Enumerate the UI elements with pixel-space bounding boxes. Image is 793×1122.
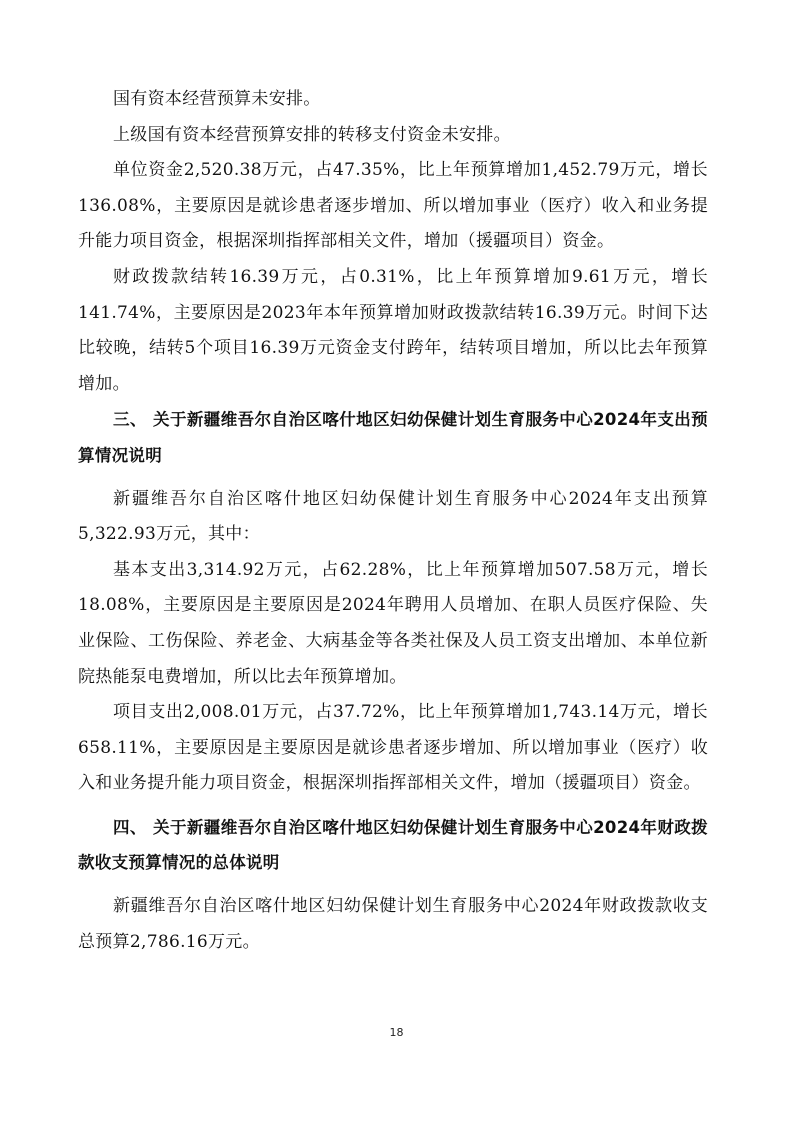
paragraph-transfer-payment: 上级国有资本经营预算安排的转移支付资金未安排。 (113, 124, 511, 145)
document-body (78, 82, 708, 960)
section-3-basic-expenditure: 基本支出3,314.92万元，占62.28%，比上年预算增加507.58万元，增长18.08%，主要原因是主要原因是2024年聘用人员增加、在职人员医疗保险、失业保险、工伤保险、养老金、大病基金等各类社保及人员工资支出增加、本单位新院热能泵电费增加，所以比去年预算增加。 (78, 559, 708, 687)
paragraph-unit-funds: 单位资金2,520.38万元，占47.35%，比上年预算增加1,452.79万元，增长136.08%，主要原因是就诊患者逐步增加、所以增加事业（医疗）收入和业务提升能力项目资金，根据深圳指挥部相关文件，增加（援疆项目）资金。 (78, 160, 708, 252)
section-4-heading: 四、 关于新疆维吾尔自治区喀什地区妇幼保健计划生育服务中心2024年财政拨款收支预算情况的总体说明 (78, 817, 708, 873)
section-4-intro: 新疆维吾尔自治区喀什地区妇幼保健计划生育服务中心2024年财政拨款收支总预算2,786.16万元。 (78, 896, 708, 952)
section-3-project-expenditure: 项目支出2,008.01万元，占37.72%，比上年预算增加1,743.14万元，增长658.11%，主要原因是主要原因是就诊患者逐步增加、所以增加事业（医疗）收入和业务提升能力项目资金，根据深圳指挥部相关文件，增加（援疆项目）资金。 (78, 702, 708, 794)
section-3-intro: 新疆维吾尔自治区喀什地区妇幼保健计划生育服务中心2024年支出预算5,322.93万元，其中： (78, 488, 708, 545)
paragraph-fiscal-carryover: 财政拨款结转16.39万元，占0.31%，比上年预算增加9.61万元，增长141.74%，主要原因是2023年本年预算增加财政拨款结转16.39万元。时间下达比较晚，结转5个项目16.39万元资金支付跨年，结转项目增加，所以比去年预算增加。 (78, 266, 708, 394)
paragraph-state-capital: 国有资本经营预算未安排。 (113, 89, 321, 109)
page-number: 18 (389, 1026, 404, 1039)
section-3-heading: 三、 关于新疆维吾尔自治区喀什地区妇幼保健计划生育服务中心2024年支出预算情况说明 (78, 410, 708, 465)
